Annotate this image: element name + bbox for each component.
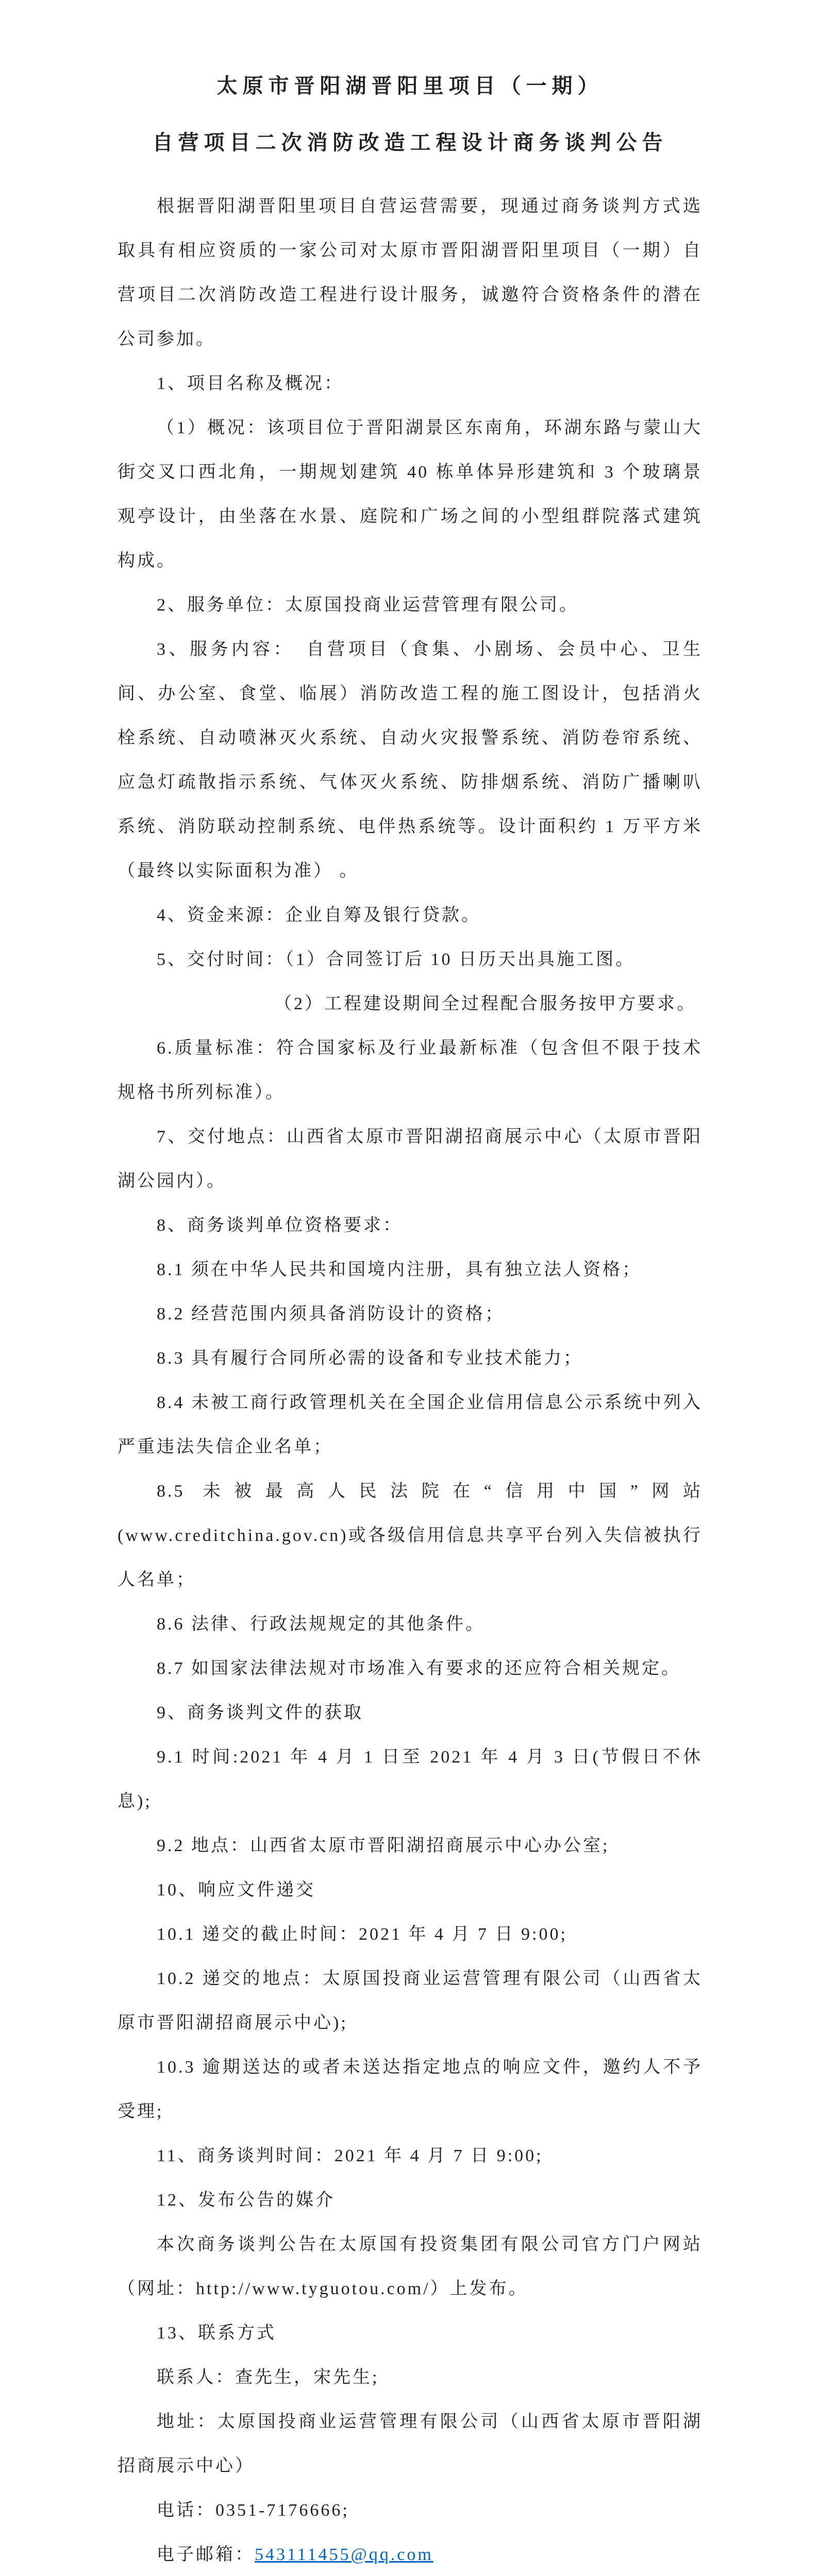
document-title-line2: 自营项目二次消防改造工程设计商务谈判公告 — [152, 131, 668, 154]
paragraph: 10、响应文件递交 — [157, 1880, 315, 1900]
paragraph: 7、交付地点：山西省太原市晋阳湖招商展示中心（太原市晋阳湖公园内）。 — [118, 1127, 703, 1191]
paragraph: 9.1 时间:2021 年 4 月 1 日至 2021 年 4 月 3 日(节假日不休息); — [118, 1748, 703, 1811]
paragraph: 电话：0351-7176666; — [157, 2501, 349, 2520]
paragraph: 13、联系方式 — [157, 2324, 276, 2343]
paragraph: 2、服务单位：太原国投商业运营管理有限公司。 — [157, 596, 579, 615]
paragraph: 5、交付时间：（1）合同签订后 10 日历天出具施工图。 — [157, 950, 635, 969]
paragraph: 根据晋阳湖晋阳里项目自营运营需要，现通过商务谈判方式选取具有相应资质的一家公司对太原市晋阳湖晋阳里项目（一期）自营项目二次消防改造工程进行设计服务，诚邀符合资格条件的潜在公司参加。 — [118, 197, 703, 349]
paragraph: 10.1 递交的截止时间：2021 年 4 月 7 日 9:00; — [157, 1925, 567, 1944]
email-line — [118, 2533, 703, 2576]
paragraph: （2）工程建设期间全过程配合服务按甲方要求。 — [274, 994, 696, 1013]
document-title-line1: 太原市晋阳湖晋阳里项目（一期） — [216, 74, 604, 97]
paragraph: 8.2 经营范围内须具备消防设计的资格； — [157, 1304, 505, 1324]
paragraph: 联系人：查先生，宋先生; — [157, 2368, 379, 2387]
paragraph: 8.6 法律、行政法规规定的其他条件。 — [157, 1615, 485, 1634]
paragraph: 8.5 未被最高人民法院在“信用中国”网站(www.creditchina.gov.cn)或各级信用信息共享平台列入失信被执行人名单； — [118, 1482, 703, 1589]
paragraph: 地址：太原国投商业运营管理有限公司（山西省太原市晋阳湖招商展示中心） — [118, 2412, 703, 2476]
paragraph: 9、商务谈判文件的获取 — [157, 1703, 363, 1722]
paragraph: 10.3 逾期送达的或者未送达指定地点的响应文件，邀约人不予受理; — [118, 2058, 703, 2121]
paragraph: 6.质量标准：符合国家标及行业最新标准（包含但不限于技术规格书所列标准）。 — [118, 1039, 703, 1102]
paragraph: 12、发布公告的媒介 — [157, 2191, 335, 2210]
paragraph: 10.2 递交的地点：太原国投商业运营管理有限公司（山西省太原市晋阳湖招商展示中心); — [118, 1969, 703, 2032]
paragraph: 8.1 须在中华人民共和国境内注册，具有独立法人资格； — [157, 1260, 642, 1279]
paragraph: 8、商务谈判单位资格要求： — [157, 1216, 403, 1235]
paragraph: 本次商务谈判公告在太原国有投资集团有限公司官方门户网站（网址：http://www.tyguotou.com/）上发布。 — [118, 2235, 703, 2298]
paragraph: 11、商务谈判时间：2021 年 4 月 7 日 9:00; — [157, 2146, 543, 2165]
paragraph: 8.4 未被工商行政管理机关在全国企业信用信息公示系统中列入严重违法失信企业名单； — [118, 1393, 703, 1456]
paragraph: 3、服务内容： 自营项目（食集、小剧场、会员中心、卫生间、办公室、食堂、临展）消防改造工程的施工图设计，包括消火栓系统、自动喷淋灭火系统、自动火灾报警系统、消防卷帘系统、应急灯疏散指示系统、气体灭火系统、防排烟系统、消防广播喇叭系统、消防联动控制系统、电伴热系统等。设计面积约 1 万平方米（最终以实际面积为准） 。 — [118, 640, 703, 880]
paragraph: （1）概况：该项目位于晋阳湖景区东南角，环湖东路与蒙山大街交叉口西北角，一期规划建筑 40 栋单体异形建筑和 3 个玻璃景观亭设计，由坐落在水景、庭院和广场之间的小型组群院落式建筑构成。 — [118, 418, 703, 570]
email-label: 电子邮箱： — [157, 2545, 255, 2564]
paragraph: 9.2 地点：山西省太原市晋阳湖招商展示中心办公室; — [157, 1836, 610, 1855]
paragraph: 1、项目名称及概况： — [157, 374, 344, 393]
paragraph: 4、资金来源：企业自筹及银行贷款。 — [157, 906, 481, 925]
document-body — [118, 184, 703, 2576]
paragraph-list — [118, 184, 703, 2533]
email-link[interactable]: 543111455@qq.com — [255, 2545, 433, 2564]
paragraph: 8.7 如国家法律法规对市场准入有要求的还应符合相关规定。 — [157, 1659, 681, 1678]
paragraph: 8.3 具有履行合同所必需的设备和专业技术能力； — [157, 1349, 583, 1368]
